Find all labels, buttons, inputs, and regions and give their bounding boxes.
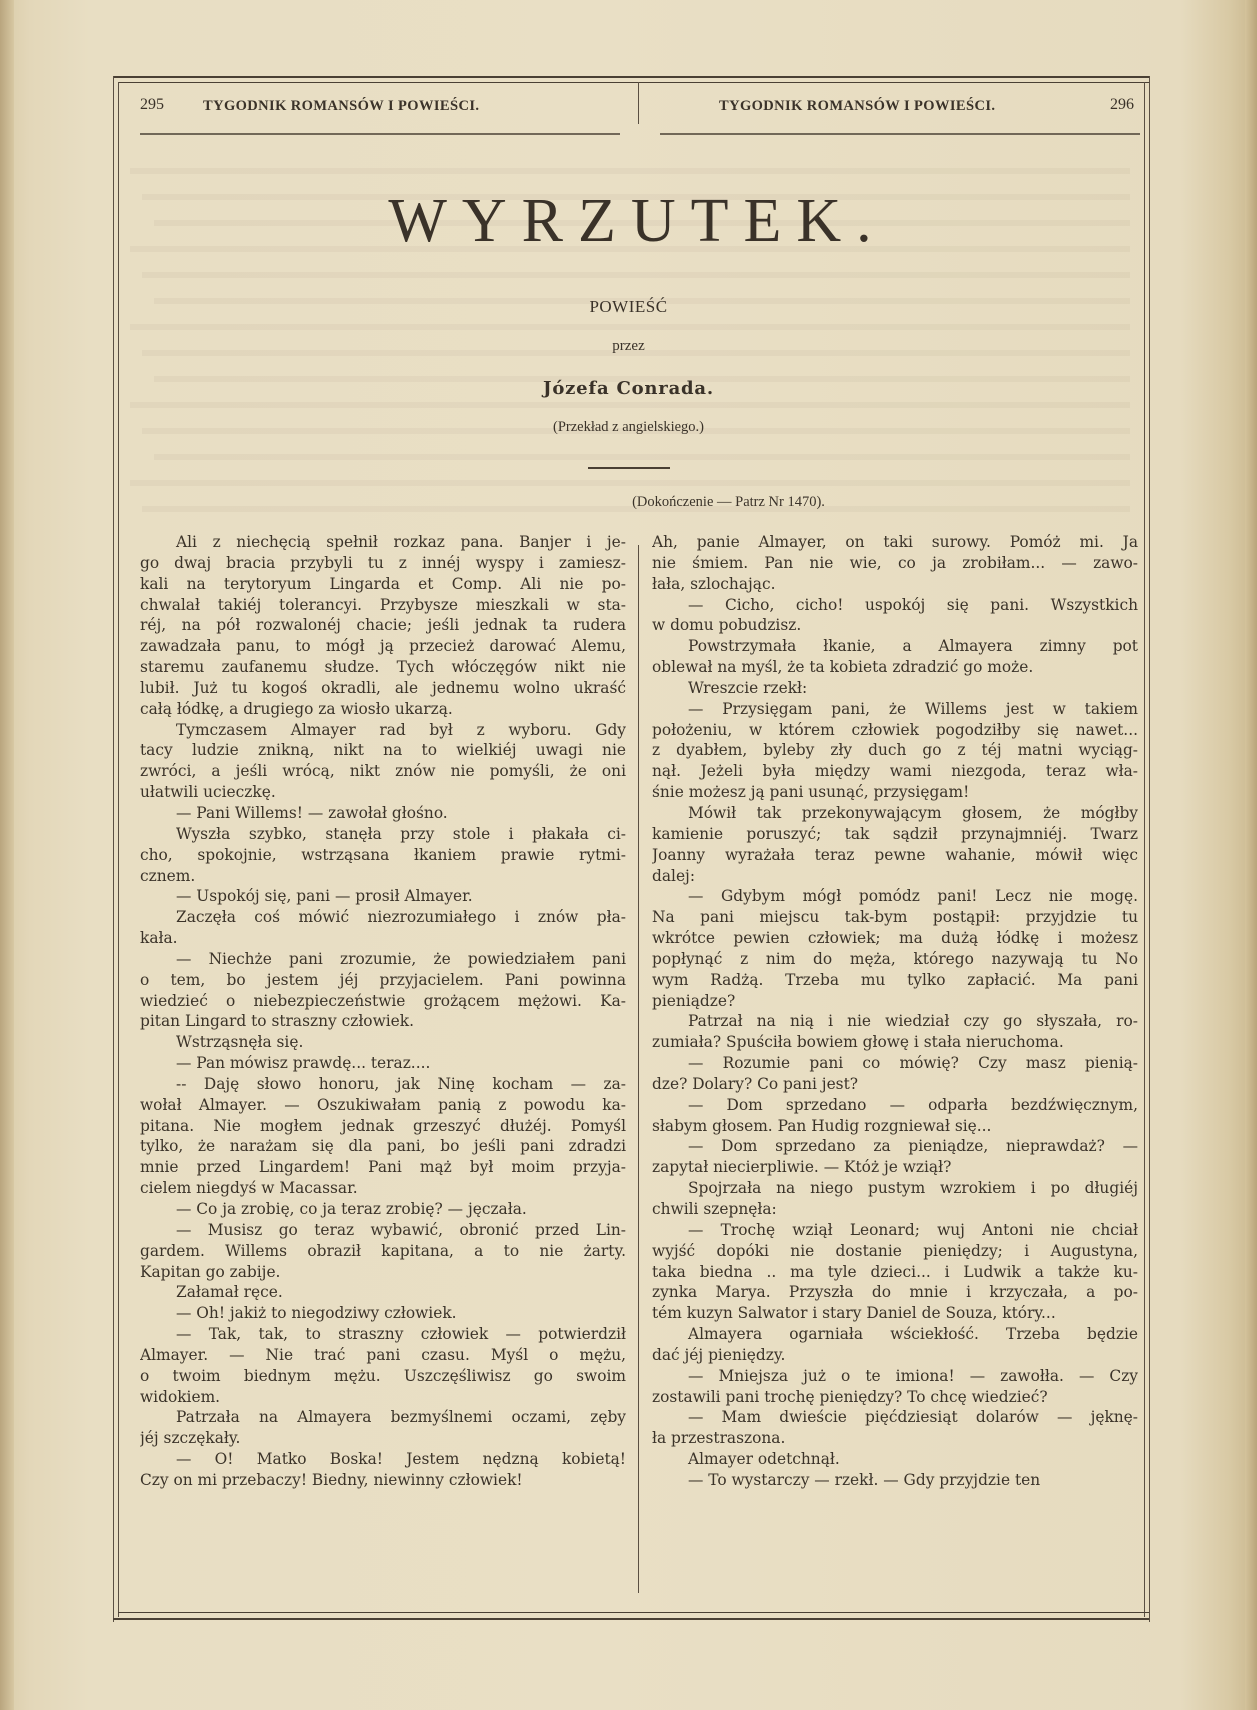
- paragraph: [140, 1449, 626, 1491]
- text-line: zostawili pani trochę pieniędzy? To chcę wiedzieć?: [652, 1387, 1048, 1406]
- bleed-line: [130, 460, 1130, 486]
- text-line: chwili szepnęła:: [652, 1200, 777, 1218]
- paragraph: [652, 1011, 1138, 1053]
- text-line: — Oh! jakiż to niegodziwy człowiek.: [176, 1304, 457, 1323]
- text-line: Wstrząsnęła się.: [176, 1033, 304, 1052]
- article-author: Józefa Conrada.: [543, 378, 714, 399]
- article-title: WYRZUTEK.: [388, 187, 887, 255]
- paragraph: [140, 1407, 626, 1449]
- header-underline-right: [660, 133, 1140, 135]
- text-line: cielem niegdyś w Macassar.: [140, 1179, 358, 1198]
- header-underline-left: [140, 133, 620, 135]
- text-line: dalej:: [652, 866, 696, 885]
- continuation-note: (Dokończenie — Patrz Nr 1470).: [632, 494, 825, 510]
- text-line: — Musisz go teraz wybawić, obronić przed Lin-: [176, 1220, 626, 1239]
- text-line: całą łódkę, a drugiego za wiosło ukarzą.: [140, 699, 453, 718]
- text-line: dze? Dolary? Co pani jest?: [652, 1074, 859, 1093]
- paragraph: [652, 1053, 1138, 1095]
- paragraph: [140, 532, 626, 720]
- text-line: kamienie poruszyć; tak sądził przynajmniéj. Twarz: [652, 824, 1138, 843]
- text-line: tacy ludzie znikną, nikt na to wielkiéj uwagi nie: [140, 741, 626, 760]
- text-line: tylko, że narażam się dla pani, bo jeśli pani zdradzi: [140, 1137, 626, 1156]
- bleed-line: [154, 434, 1130, 460]
- text-line: Na pani miejscu tak-bym postąpił: przyjdzie tu: [652, 908, 1138, 927]
- text-line: — Rozumie pani co mówię? Czy masz pienią-: [688, 1054, 1138, 1073]
- text-line: nie śmiem. Pan nie wie, co ja zrobiłam... — zawo-: [652, 553, 1138, 572]
- text-line: -- Daję słowo honoru, jak Ninę kocham — za-: [176, 1074, 626, 1093]
- top-rule-inner: [118, 82, 1149, 83]
- paragraph: [652, 595, 1138, 637]
- text-line: zynka Marya. Przyszła do mnie i krzyczała, a po-: [652, 1283, 1138, 1302]
- paragraph: [652, 1136, 1138, 1178]
- text-line: go dwaj bracia przybyli tu z innéj wyspy i zamiesz-: [140, 553, 626, 572]
- paragraph: [652, 678, 1138, 699]
- text-line: kali na terytoryum Lingarda et Comp. Ali nie po-: [140, 574, 626, 593]
- text-line: — Pani Willems! — zawołał głośno.: [176, 803, 448, 822]
- text-line: Załamał ręce.: [176, 1283, 283, 1302]
- text-line: pitana. Nie mogłem jednak grzeszyć dłużéj. Pomyśl: [140, 1116, 626, 1135]
- text-line: Tymczasem Almayer rad był z wyboru. Gdy: [176, 720, 626, 739]
- text-line: Mówił tak przekonywającym głosem, że mógłby: [688, 803, 1138, 822]
- text-line: pitan Lingard to straszny człowiek.: [140, 1012, 414, 1031]
- paragraph: [140, 886, 626, 907]
- text-line: Wreszcie rzekł:: [688, 678, 808, 697]
- translation-note: (Przekład z angielskiego.): [553, 419, 704, 435]
- title-separator: [588, 467, 670, 469]
- paragraph: [652, 1449, 1138, 1470]
- header-divider: [638, 82, 639, 124]
- paragraph: [652, 1366, 1138, 1408]
- column-divider: [638, 545, 639, 1593]
- right-page-number: 296: [1110, 96, 1134, 113]
- text-line: mnie przed Lingardem! Pani mąż był moim przyja-: [140, 1158, 626, 1177]
- left-running-title: TYGODNIK ROMANSÓW I POWIEŚCI.: [203, 98, 480, 114]
- right-running-title: TYGODNIK ROMANSÓW I POWIEŚCI.: [719, 98, 996, 114]
- left-text-column: [140, 532, 626, 1491]
- text-line: kała.: [140, 929, 178, 948]
- text-line: nął. Jeżeli była między wami niezgoda, teraz wła-: [652, 762, 1138, 781]
- text-line: tém kuzyn Salwator i stary Daniel de Souza, który...: [652, 1304, 1056, 1323]
- text-line: Wyszła szybko, stanęła przy stole i płakała ci-: [176, 824, 626, 843]
- paragraph: [140, 1032, 626, 1053]
- text-line: widokiem.: [140, 1387, 221, 1406]
- text-line: Ah, panie Almayer, on taki surowy. Pomóż mi. Ja: [652, 533, 1138, 551]
- paragraph: [140, 907, 626, 949]
- text-line: w domu pobudzisz.: [652, 616, 802, 635]
- text-line: zwróci, a jeśli wrócą, nikt znów nie pomyśli, że oni: [140, 762, 626, 781]
- paragraph: [652, 699, 1138, 803]
- text-line: — Cicho, cicho! uspokój się pani. Wszystkich: [688, 595, 1138, 614]
- text-line: Ali z niechęcią spełnił rozkaz pana. Banjer i je-: [176, 533, 626, 551]
- text-line: — Gdybym mógł pomódz pani! Lecz nie mogę.: [688, 887, 1138, 906]
- text-line: łała, szlochając.: [652, 574, 776, 593]
- paragraph: [140, 1303, 626, 1324]
- text-line: — To wystarczy — rzekł. — Gdy przyjdzie ten: [688, 1470, 1041, 1489]
- text-line: Powstrzymała łkanie, a Almayera zimny pot: [688, 637, 1138, 656]
- left-page-number: 295: [140, 96, 164, 113]
- paragraph: [652, 803, 1138, 886]
- text-line: oblewał na myśl, że ta kobieta zdradzić go może.: [652, 658, 1034, 677]
- text-line: — Mniejsza już o te imiona! — zawołła. — Czy: [688, 1366, 1138, 1385]
- text-line: zapytał niecierpliwie. — Któż je wziął?: [652, 1158, 952, 1177]
- paragraph: [140, 720, 626, 803]
- bleed-line: [130, 148, 1130, 174]
- paragraph: [140, 1053, 626, 1074]
- paragraph: [652, 1095, 1138, 1137]
- text-line: Spojrzała na niego pustym wzrokiem i po długiéj: [688, 1179, 1138, 1198]
- bleed-line: [154, 512, 1130, 518]
- text-line: ułatwili ucieczkę.: [140, 783, 276, 802]
- text-line: Joanny wyrażała teraz pewne wahanie, mówił więc: [652, 845, 1138, 864]
- text-line: wyjść dopóki nie dostanie pieniędzy; i Augustyna,: [652, 1241, 1138, 1260]
- top-rule-outer: [113, 76, 1149, 78]
- text-line: Almayera ogarniała wściekłość. Trzeba będzie: [688, 1325, 1138, 1344]
- text-line: — Pan mówisz prawdę... teraz....: [176, 1054, 431, 1073]
- text-line: cho, spokojnie, wstrząsana łkaniem prawie rytmi-: [140, 845, 626, 864]
- paragraph: [140, 803, 626, 824]
- text-line: — O! Matko Boska! Jestem nędzną kobietą!: [176, 1450, 626, 1469]
- text-line: o tem, bo jestem jéj przyjacielem. Pani powinna: [140, 970, 626, 989]
- text-line: wym Radżą. Trzeba mu tylko zapłacić. Ma pani: [652, 970, 1138, 989]
- text-line: Patrzał na nią i nie wiedział czy go słyszała, ro-: [688, 1012, 1138, 1031]
- text-line: staremu zaufanemu słudze. Tych włóczęgów nikt nie: [140, 658, 626, 677]
- text-line: — Dom sprzedano — odparła bezdźwięcznym,: [688, 1095, 1138, 1114]
- text-line: Zaczęła coś mówić niezrozumiałego i znów pła-: [176, 908, 626, 927]
- paragraph: [140, 949, 626, 1032]
- paragraph: [140, 1199, 626, 1220]
- text-line: cznem.: [140, 866, 196, 885]
- text-line: chwalał takiéj tolerancyi. Przybysze mieszkali w sta-: [140, 595, 626, 614]
- text-line: zumiała? Spuściła bowiem głowę i stała nieruchoma.: [652, 1033, 1064, 1052]
- text-line: jéj szczękały.: [140, 1429, 241, 1448]
- paragraph: [140, 1220, 626, 1283]
- text-line: wkrótce pewien człowiek; ma dużą łódkę i możesz: [652, 929, 1138, 948]
- text-line: — Co ja zrobię, co ja teraz zrobię? — jęczała.: [176, 1200, 527, 1218]
- paragraph: [652, 1470, 1138, 1491]
- text-line: Czy on mi przebaczy! Biedny, niewinny człowiek!: [140, 1470, 523, 1489]
- text-line: — Tak, tak, to straszny człowiek — potwierdził: [176, 1325, 626, 1344]
- paragraph: [652, 1407, 1138, 1449]
- paragraph: [140, 824, 626, 887]
- text-line: — Dom sprzedano za pieniądze, nieprawdaż? —: [688, 1137, 1138, 1156]
- text-line: pieniądze?: [652, 991, 736, 1010]
- article-by: przez: [612, 338, 645, 354]
- paragraph: [140, 1324, 626, 1407]
- text-line: ła przestraszona.: [652, 1429, 786, 1448]
- bottom-rule-inner: [118, 1612, 1149, 1613]
- text-line: réj, na pół rozwalonéj chacie; jeśli jednak ta rudera: [140, 616, 626, 635]
- paragraph: [140, 1074, 626, 1199]
- paragraph: [652, 886, 1138, 1011]
- text-line: Patrzała na Almayera bezmyślnemi oczami, zęby: [176, 1408, 626, 1427]
- text-line: — Przysięgam pani, że Willems jest w takiem: [688, 699, 1138, 718]
- paragraph: [652, 1220, 1138, 1324]
- text-line: popłynąć z nim do męża, którego nazywają tu No: [652, 949, 1138, 968]
- text-line: taka biedna .. ma tyle dzieci... i Ludwik a także ku-: [652, 1262, 1138, 1281]
- paragraph: [652, 636, 1138, 678]
- text-line: wołał Almayer. — Oszukiwałam panią z powodu ka-: [140, 1095, 626, 1114]
- text-line: śnie możesz ją pani usunąć, przysięgam!: [652, 783, 970, 802]
- text-line: z dyabłem, byleby zły duch go z téj matni wyciąg-: [652, 741, 1138, 760]
- text-line: wiedzieć o niebezpieczeństwie grożącem mężowi. Ka-: [140, 991, 626, 1010]
- text-line: — Trochę wziął Leonard; wuj Antoni nie chciał: [688, 1220, 1138, 1239]
- text-line: — Mam dwieście pięćdziesiąt dolarów — jęknę-: [688, 1408, 1138, 1427]
- text-line: dać jéj pieniędzy.: [652, 1345, 786, 1364]
- paragraph: [652, 1178, 1138, 1220]
- paragraph: [140, 1282, 626, 1303]
- text-line: gardem. Willems obraził kapitana, a to nie żarty.: [140, 1241, 626, 1260]
- text-line: lubił. Już tu kogoś okradli, ale jednemu wolno ukraść: [140, 678, 626, 697]
- right-text-column: [652, 532, 1138, 1491]
- article-genre: POWIEŚĆ: [589, 297, 668, 316]
- paragraph: [652, 532, 1138, 595]
- text-line: położeniu, w którem człowiek pogodziłby się nawet...: [652, 720, 1138, 739]
- text-line: — Niechże pani zrozumie, że powiedziałem pani: [176, 949, 626, 968]
- text-line: o twoim biednym mężu. Uszczęśliwisz go swoim: [140, 1366, 626, 1385]
- paragraph: [652, 1324, 1138, 1366]
- bottom-rule-outer: [113, 1618, 1149, 1620]
- text-line: Almayer odetchnął.: [688, 1450, 840, 1469]
- text-line: zawadzała panu, to mógł ją przecież darować Alemu,: [140, 637, 626, 656]
- text-line: Kapitan go zabije.: [140, 1262, 281, 1281]
- text-line: — Uspokój się, pani — prosił Almayer.: [176, 887, 473, 906]
- text-line: słabym głosem. Pan Hudig rozgniewał się...: [652, 1116, 992, 1135]
- text-line: Almayer. — Nie trać pani czasu. Myśl o mężu,: [140, 1345, 626, 1364]
